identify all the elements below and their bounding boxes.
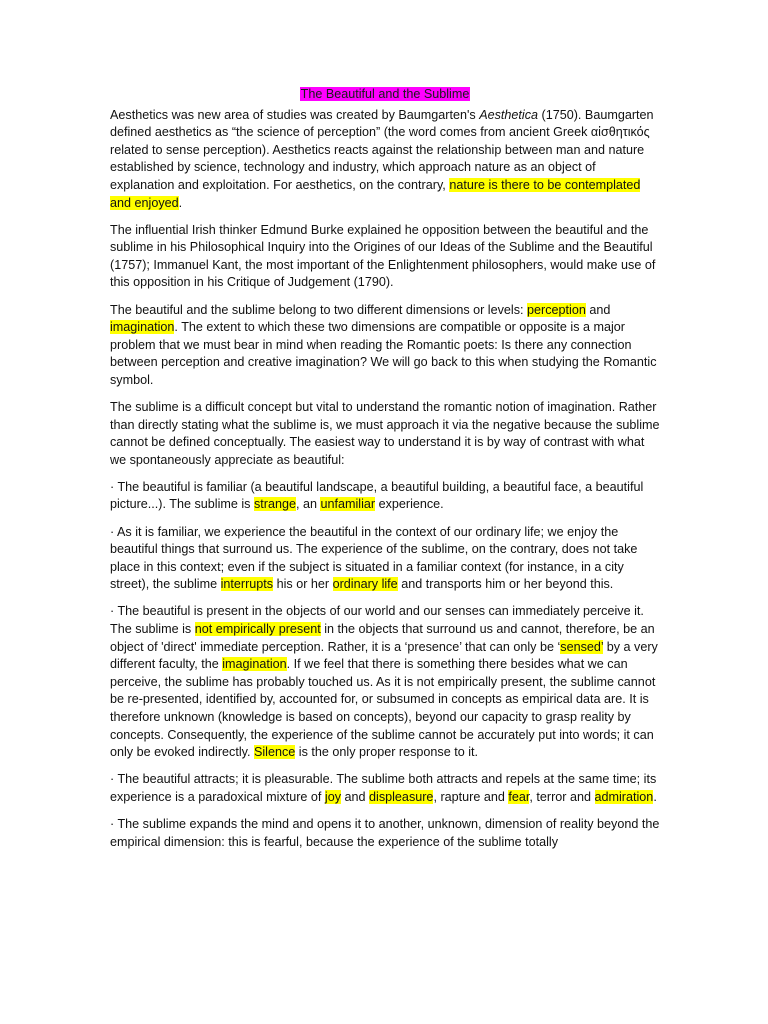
highlight: displeasure [369,789,434,804]
bullet-presence [110,603,660,761]
highlight: imagination [110,320,175,335]
text-run: and [341,789,370,804]
highlight: ordinary life [332,577,398,592]
text-run: and transports him or her beyond this. [397,577,614,592]
text-run: . The extent to which these two dimensions are compatible or opposite is a major problem that we must bear in mind when reading the Romantic poets: Is there any connection between perception and creative imagination? We will go back to this when studying the Romantic symbol. [110,320,657,387]
highlight: interrupts [220,577,274,592]
paragraph-dimensions [110,302,660,390]
text-run: The beautiful and the sublime belong to two different dimensions or levels: [110,302,528,317]
highlight: joy [324,789,342,804]
text-run: · The beautiful attracts; it is pleasurable. The sublime both attracts and repels at the same time; its experience is a paradoxical mixture of [110,772,657,804]
paragraph-aesthetics [110,107,660,213]
bullet-expands-mind: · The sublime expands the mind and opens it to another, unknown, dimension of reality beyond the empirical dimension: this is fearful, because the experience of the sublime totally [110,816,660,849]
text-run: , rapture and [433,789,509,804]
text-run: in the objects that surround us and cannot, therefore, be an object of 'direct' immediate perception. Rather, it is a ‘presence’ that can only be ‘ [110,622,655,654]
text-run: and [585,302,611,317]
paragraph-sublime-concept: The sublime is a difficult concept but vital to understand the romantic notion of imagination. Rather than directly stating what the sublime is, we must approach it via the negative because the sublime cannot be defined conceptually. The easiest way to understand it is by way of contrast with what we spontaneously appreciate as beautiful: [110,400,660,467]
document-page [110,86,660,861]
highlight: strange [253,497,296,512]
text-run: experience. [375,497,444,512]
text-run: by a very different faculty, the [110,639,658,672]
highlight: unfamiliar [320,497,376,512]
paragraph-burke: The influential Irish thinker Edmund Burke explained he opposition between the beautiful and the sublime in his Philosophical Inquiry into the Origines of our Ideas of the Sublime and the Beautiful (1757); Immanuel Kant, the most important of the Enlightenment philosophers, would make use of this opposition in his Critique of Judgement (1790). [110,222,656,290]
text-run: · The beautiful is present in the objects of our world and our senses can immediately perceive it. The sublime is [110,604,644,637]
text-run: . If we feel that there is something there besides what we can perceive, the sublime has probably touched us. As it is not empirically present, the sublime cannot be re-presented, identified by, accounted for, or subsumed in concepts as empirical data are. It is therefore unknown (knowledge is based on concepts), beyond our capacity to grasp reality by concepts. Consequently, the experience of the sublime cannot be accurately put into words; it can only be evoked indirectly. [110,657,656,760]
bullet-attraction [110,771,660,806]
highlight: not empirically present [194,622,321,637]
highlight: sensed’ [560,639,604,654]
text-run: his or her [273,577,333,592]
text-run: Aesthetics was new area of studies was created by Baumgarten's [110,107,480,122]
text-run: , terror and [529,789,595,804]
text-run: · The beautiful is familiar (a beautiful landscape, a beautiful building, a beautiful face, a beautiful picture...). The sublime is [110,479,644,512]
bullet-familiar [110,479,660,514]
title-line [110,86,660,104]
highlight: perception [527,302,586,317]
highlight: imagination [222,657,287,672]
highlight: Silence [253,745,296,760]
text-run: . [178,195,183,210]
text-run: · As it is familiar, we experience the beautiful in the context of our ordinary life; we enjoy the beautiful things that surround us. The experience of the sublime, on the contrary, does not take place in this context; even if the subject is situated in a familiar context (for instance, in a city street), the sublime [110,524,638,592]
document-title: The Beautiful and the Sublime [300,87,470,101]
text-run: (1750). Baumgarten defined aesthetics as “the science of perception” (the word comes from ancient Greek αἰσθητικός related to sense perception). Aesthetics reacts against the relationship between man and nature established by science, technology and industry, which approach nature as an object of explanation and exploitation. For aesthetics, on the contrary, [110,107,654,192]
italic-book-title: Aesthetica [479,107,539,122]
highlight: fear [508,789,530,804]
text-run: . [653,789,657,804]
highlight: nature is there to be contemplated and enjoyed [110,177,641,210]
highlight: admiration [594,789,654,804]
bullet-context [110,524,660,594]
text-run: is the only proper response to it. [295,745,479,760]
text-run: , an [295,497,321,512]
